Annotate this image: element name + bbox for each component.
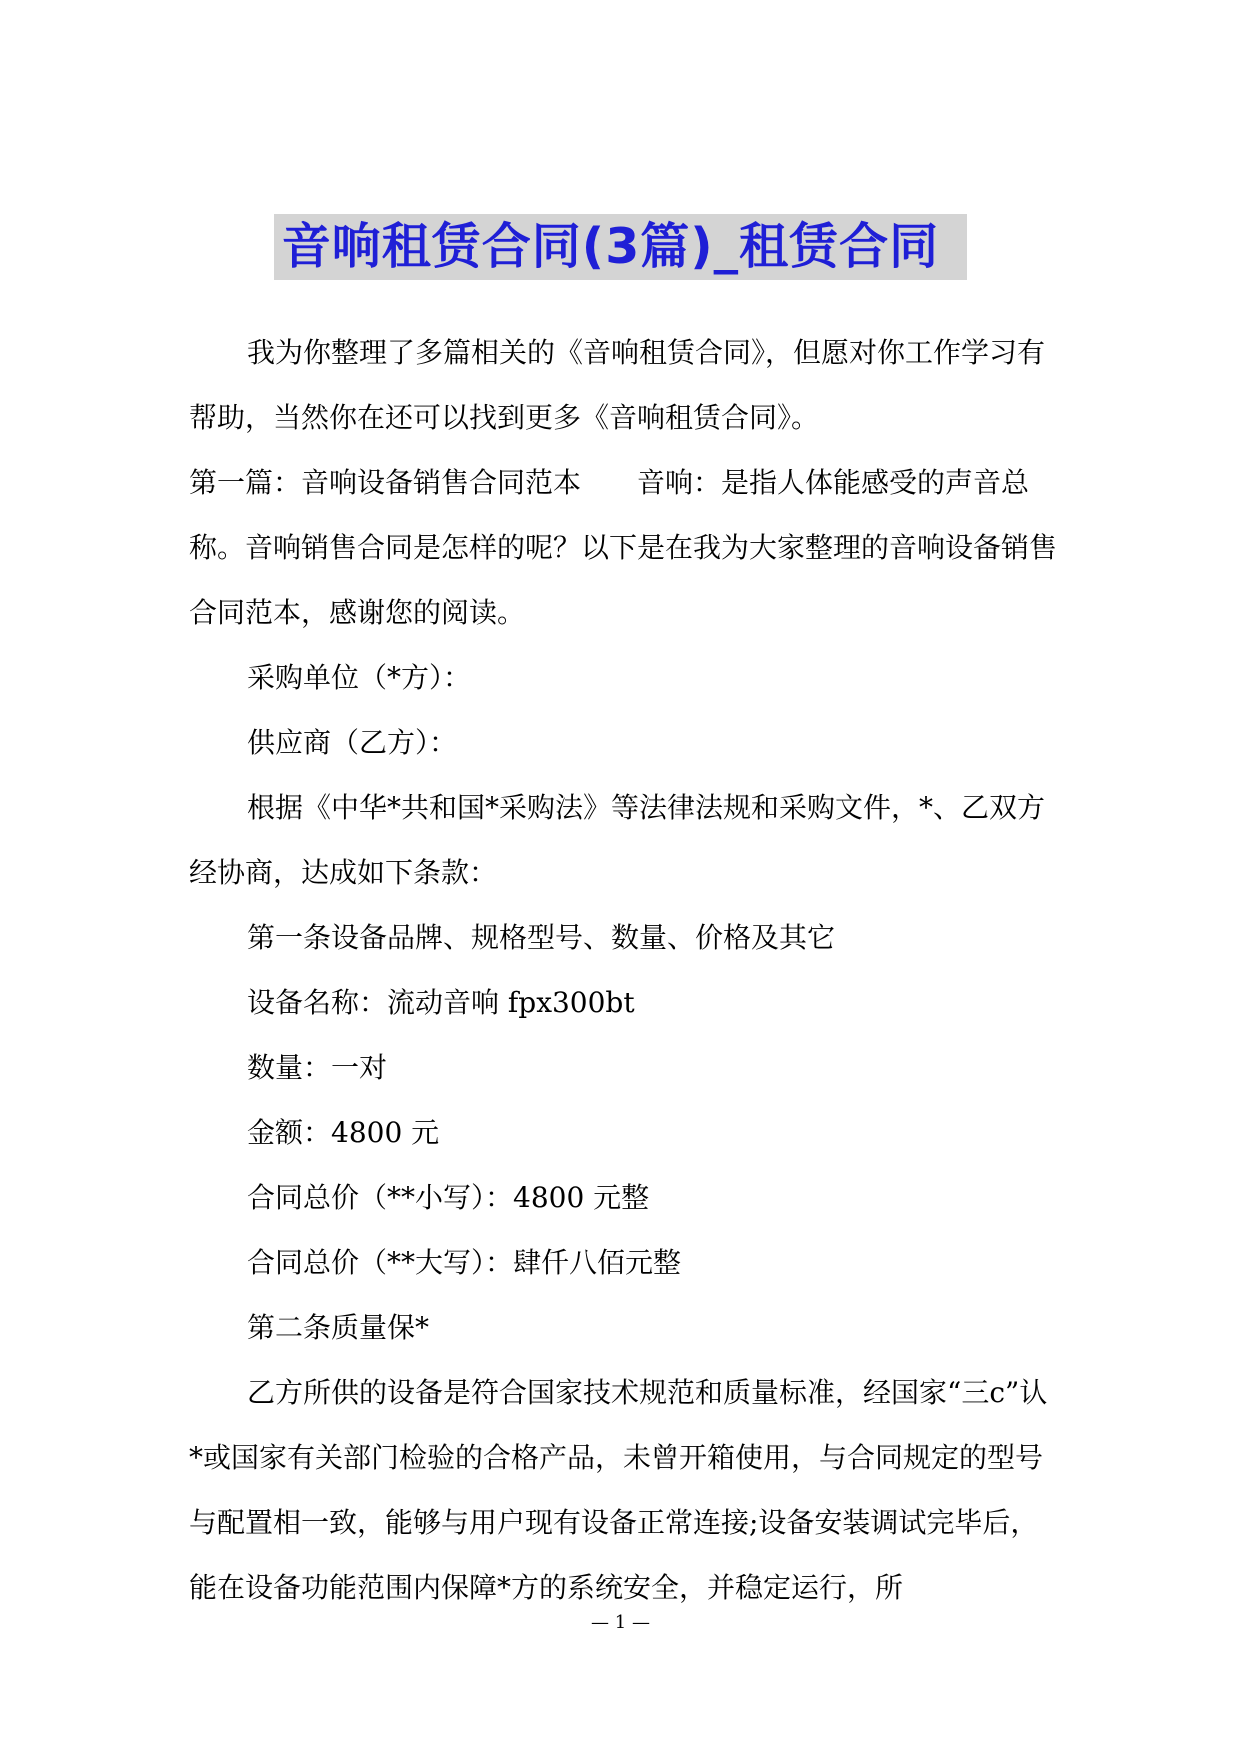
- intro-paragraph: 我为你整理了多篇相关的《音响租赁合同》，但愿对你工作学习有帮助，当然你在还可以找到更多《音响租赁合同》。: [189, 336, 1046, 434]
- party-a-line: 采购单位（*方）：: [247, 661, 472, 694]
- total-small-line: 合同总价（**小写）：4800 元整: [247, 1181, 650, 1214]
- article2-heading: 第二条质量保*: [247, 1311, 430, 1344]
- document-title: 音响租赁合同(3篇)_租赁合同: [274, 214, 967, 280]
- title-container: [0, 214, 1241, 280]
- amount-line: 金额：4800 元: [247, 1116, 440, 1149]
- section1-heading: 第一篇：音响设备销售合同范本: [189, 466, 582, 499]
- section1-text: 音响：是指人体能感受的声音总称。音响销售合同是怎样的呢？以下是在我为大家整理的音响设备销售合同范本，感谢您的阅读。: [189, 466, 1058, 629]
- quantity-line: 数量：一对: [247, 1051, 388, 1084]
- quality-paragraph: 乙方所供的设备是符合国家技术规范和质量标准，经国家“三c”认*或国家有关部门检验的合格产品，未曾开箱使用，与合同规定的型号与配置相一致，能够与用户现有设备正常连接;设备安装调试完毕后，能在设备功能范围内保障*方的系统安全，并稳定运行，所: [189, 1376, 1048, 1604]
- party-b-line: 供应商（乙方）：: [247, 726, 458, 759]
- page-number: — 1 —: [591, 1612, 650, 1633]
- section1-paragraph: [189, 450, 1059, 645]
- document-body: [189, 320, 1059, 1620]
- equipment-name-line: 设备名称：流动音响 fpx300bt: [247, 986, 635, 1019]
- article1-heading: 第一条设备品牌、规格型号、数量、价格及其它: [247, 921, 836, 954]
- basis-paragraph: 根据《中华*共和国*采购法》等法律法规和采购文件，*、乙双方经协商，达成如下条款：: [189, 791, 1046, 889]
- total-big-line: 合同总价（**大写）：肆仟八佰元整: [247, 1246, 682, 1279]
